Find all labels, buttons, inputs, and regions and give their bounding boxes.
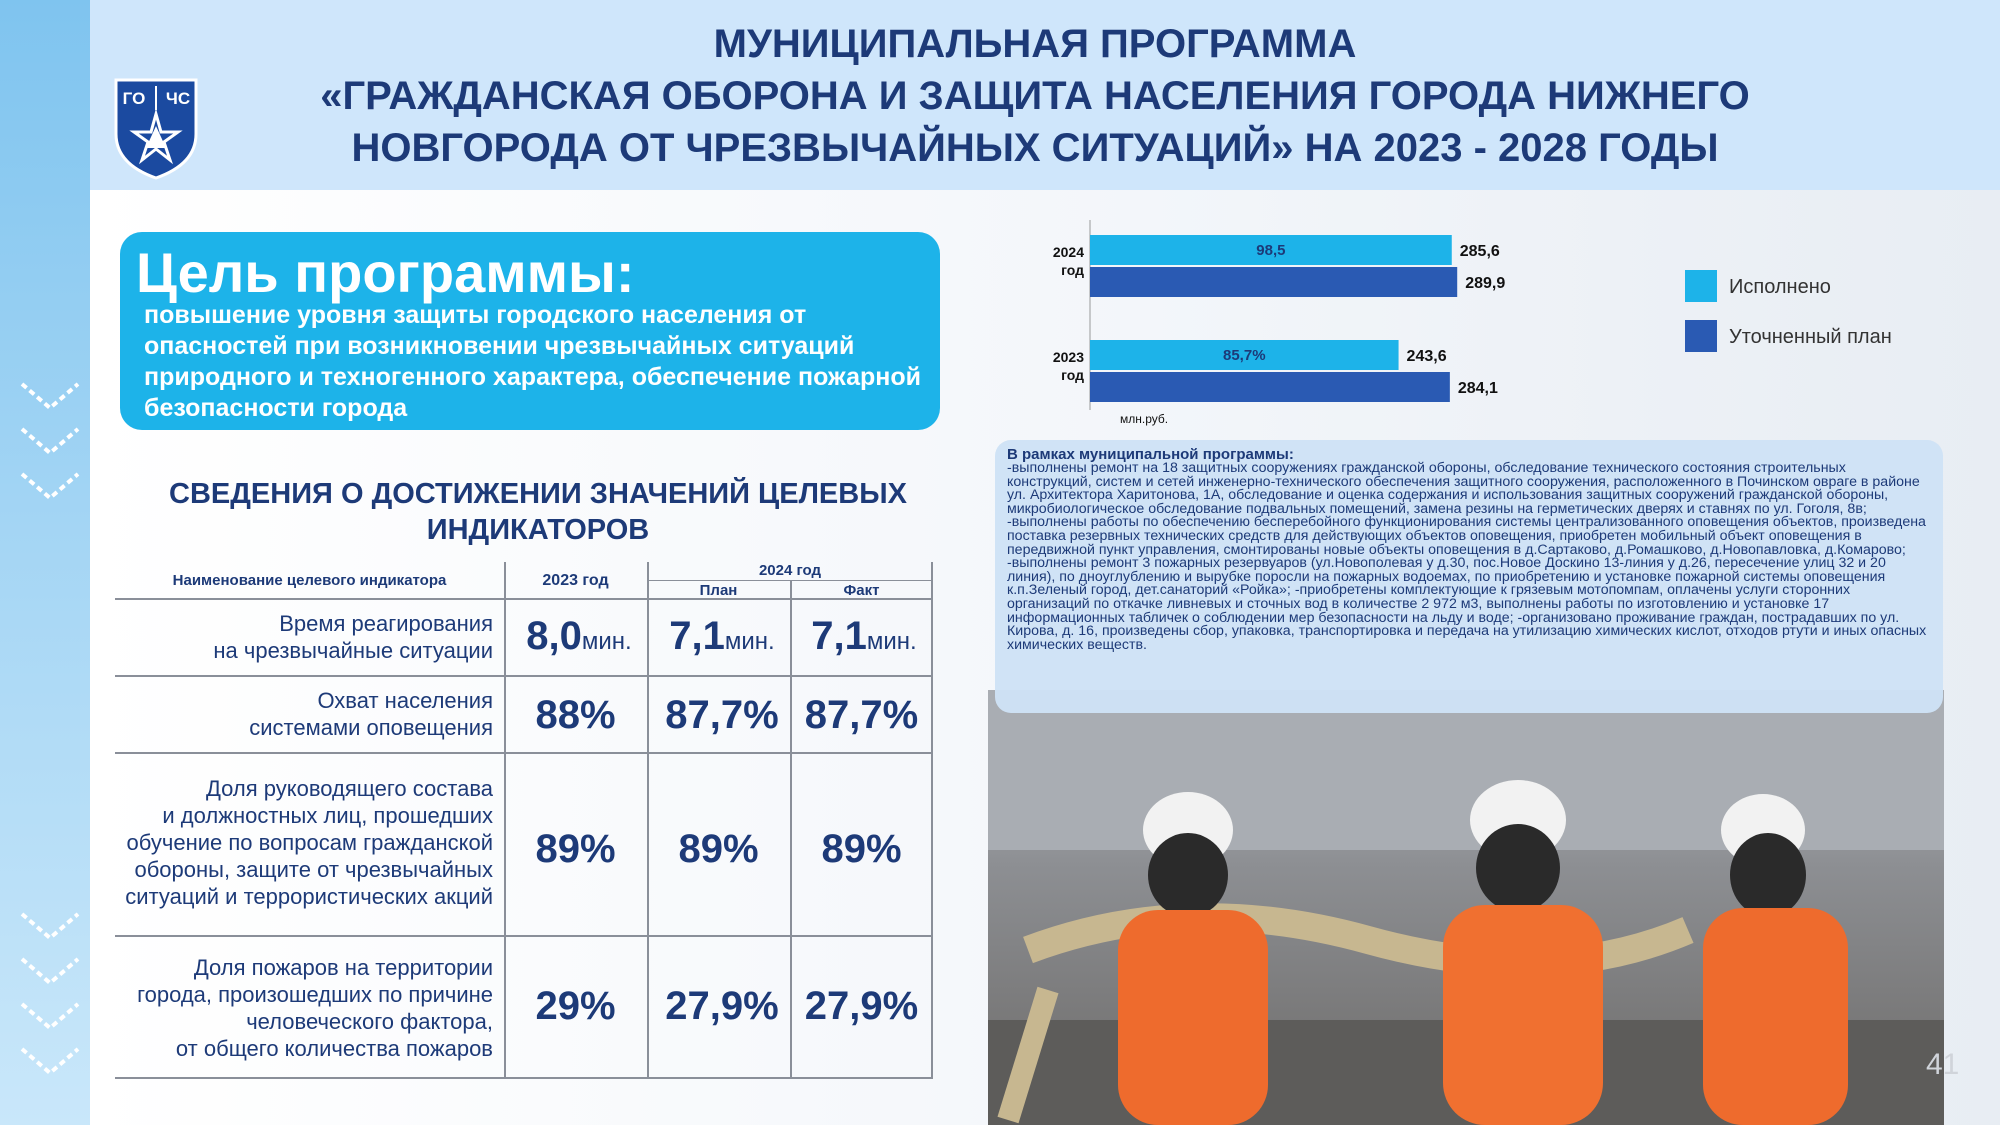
value-2023: 89% xyxy=(535,827,616,871)
value-plan: 27,9% xyxy=(665,984,779,1028)
row-name-line: человеческого фактора, xyxy=(246,1009,493,1034)
value-fact: 27,9% xyxy=(804,984,919,1028)
col-header-fact: Факт xyxy=(843,582,880,599)
bar-value-label: 243,6 xyxy=(1406,348,1447,365)
table-row-name xyxy=(110,775,493,910)
goal-heading: Цель программы: xyxy=(136,241,635,304)
bar-inner-label: 85,7% xyxy=(1223,347,1266,364)
category-label-line: 2023 xyxy=(1052,349,1084,365)
legend-swatch xyxy=(1685,270,1717,302)
chevron-decoration-icon xyxy=(18,910,82,952)
bar-value-label: 285,6 xyxy=(1459,243,1500,260)
budget-bar-chart xyxy=(1040,215,1540,430)
row-name-line: ситуаций и террористических акций xyxy=(125,884,493,909)
value-unit: мин. xyxy=(581,628,632,655)
page-title xyxy=(260,18,1810,174)
value-fact: 87,7% xyxy=(804,693,919,737)
value-number: 7,1 xyxy=(669,614,725,658)
legend-label: Уточненный план xyxy=(1729,326,1892,348)
col-header-name: Наименование целевого индикатора xyxy=(172,572,447,589)
chevron-decoration-icon xyxy=(18,1000,82,1042)
row-name-line: Время реагирования xyxy=(279,611,493,636)
go-chs-emblem-icon xyxy=(112,76,200,180)
col-header-2023: 2023 год xyxy=(542,572,609,589)
value-number: 7,1 xyxy=(811,614,867,658)
value-unit: мин. xyxy=(724,628,775,655)
row-name-line: обучение по вопросам гражданской xyxy=(126,830,493,855)
category-label xyxy=(1053,244,1084,278)
chevron-decoration-icon xyxy=(18,955,82,997)
goal-text: повышение уровня защиты городского населения от опасностей при возникновении чрезвычайных ситуаций природного и техногенного характера, обеспечение пожарной безопасности города xyxy=(144,301,921,422)
bar xyxy=(1090,267,1457,297)
bar-inner-label: 98,5 xyxy=(1256,242,1286,259)
table-rule xyxy=(115,935,933,937)
row-name-line: Доля пожаров на территории xyxy=(193,955,493,980)
value-number: 8,0 xyxy=(526,614,582,658)
legend-label: Исполнено xyxy=(1729,276,1831,298)
chevron-decoration-icon xyxy=(18,470,82,512)
row-name-line: на чрезвычайные ситуации xyxy=(213,638,493,663)
goal-box xyxy=(120,232,940,430)
chevron-decoration-icon xyxy=(18,380,82,422)
bar xyxy=(1090,372,1450,402)
table-rule xyxy=(115,675,933,677)
row-name-line: и должностных лиц, прошедших xyxy=(162,803,493,828)
row-name-line: от общего количества пожаров xyxy=(175,1036,493,1061)
value-plan xyxy=(647,614,797,659)
logo-text-right: ЧС xyxy=(165,89,191,108)
page-number: 41 xyxy=(1926,1048,1960,1081)
title-line-1: МУНИЦИПАЛЬНАЯ ПРОГРАММА xyxy=(713,22,1357,66)
row-name-line: Охват населения xyxy=(317,688,493,713)
rescuers-photo xyxy=(988,690,1944,1125)
category-label-line: 2024 xyxy=(1052,244,1084,260)
bar-value-label: 289,9 xyxy=(1465,275,1506,292)
col-header-plan: План xyxy=(699,582,738,599)
chevron-decoration-icon xyxy=(18,425,82,467)
table-row-name xyxy=(110,687,493,741)
chevron-decoration-icon xyxy=(18,1045,82,1087)
table-rule xyxy=(115,1077,933,1079)
category-label xyxy=(1053,349,1084,383)
value-plan: 89% xyxy=(678,827,759,871)
value-2023: 88% xyxy=(535,693,616,737)
row-name-line: Доля руководящего состава xyxy=(206,776,493,801)
row-name-line: города, произошедших по причине xyxy=(137,982,493,1007)
col-header-2024: 2024 год xyxy=(758,562,822,579)
legend-swatch xyxy=(1685,320,1717,352)
value-unit: мин. xyxy=(866,628,917,655)
row-name-line: обороны, защите от чрезвычайных xyxy=(134,857,493,882)
header-band xyxy=(90,0,2000,190)
table-row-name xyxy=(110,954,493,1062)
category-label-line: год xyxy=(1061,262,1084,278)
value-plan: 87,7% xyxy=(665,693,779,737)
bar-value-label: 284,1 xyxy=(1457,380,1498,397)
logo-text-left: ГО xyxy=(122,89,146,108)
info-heading: В рамках муниципальной программы: xyxy=(1007,446,1294,463)
info-text: -выполнены ремонт на 18 защитных сооружениях гражданской обороны, обследование технического состояния строительных конструкций, систем и сетей инженерно-технического обеспечения защитного сооружения, расположенного в Починском овраге в районе ул. Архитектора Харитонова, 1А, обследование и оценка содержания и использования защитных сооружений гражданской обороны, микробиологическое обследование подвальных помещений, замена резины на герметических дверях и ставнях по ул. Гоголя, 8в; -выполнены работы по обеспечению бесперебойного функционирования системы централизованного оповещения объектов, произведена поставка резервных технических средств для действующих объектов оповещения, приобретен мобильный объект оповещения в передвижной пункт управления, смонтированы новые объекты оповещения в д.Сартаково, д.Ромашково, д.Новопавловка, д.Комарово; -выполнены ремонт 3 пожарных резервуаров (ул.Новополевая у д.30, пос.Новое Доскино 13-линия у д.26, пересечение улиц 32 и 20 линия), по дноуглублению и вырубке поросли на пожарных водоемах, по приобретению и установке пожарной системы оповещения к.п.Зеленый город, дет.санаторий «Ройка»; -приобретены комплектующие к грязевым мотопомпам, оплачены услуги сторонних организаций по откачке ливневых и сточных вод в количестве 2 972 м3, выполнены работы по изготовлению и установке 17 информационных табличек о соблюдении мер безопасности на льду и воде; -организовано проживание граждан, пострадавших по ул. Кирова, д. 16, произведены сбор, упаковка, транспортировка и передача на утилизацию химических кислот, отходов ртути и иных опасных химических веществ. xyxy=(1007,460,1927,653)
row-name-line: системами оповещения xyxy=(249,715,493,740)
unit-note: млн.руб. xyxy=(1120,412,1169,426)
title-line-3: НОВГОРОДА ОТ ЧРЕЗВЫЧАЙНЫХ СИТУАЦИЙ» НА 2023 - 2028 ГОДЫ xyxy=(351,126,1719,170)
indicators-title: СВЕДЕНИЯ О ДОСТИЖЕНИИ ЗНАЧЕНИЙ ЦЕЛЕВЫХ ИНДИКАТОРОВ xyxy=(169,478,907,546)
table-rule xyxy=(115,752,933,754)
value-2023: 29% xyxy=(535,984,616,1028)
category-label-line: год xyxy=(1061,367,1084,383)
title-line-2: «ГРАЖДАНСКАЯ ОБОРОНА И ЗАЩИТА НАСЕЛЕНИЯ ГОРОДА НИЖНЕГО xyxy=(320,74,1750,118)
value-fact: 89% xyxy=(821,827,902,871)
value-fact xyxy=(790,614,938,659)
table-row-name xyxy=(110,610,493,664)
left-decorative-bar xyxy=(0,0,90,1125)
rescuers-illustration xyxy=(988,690,1944,1125)
value-2023 xyxy=(504,614,654,659)
program-info-box xyxy=(995,440,1943,713)
